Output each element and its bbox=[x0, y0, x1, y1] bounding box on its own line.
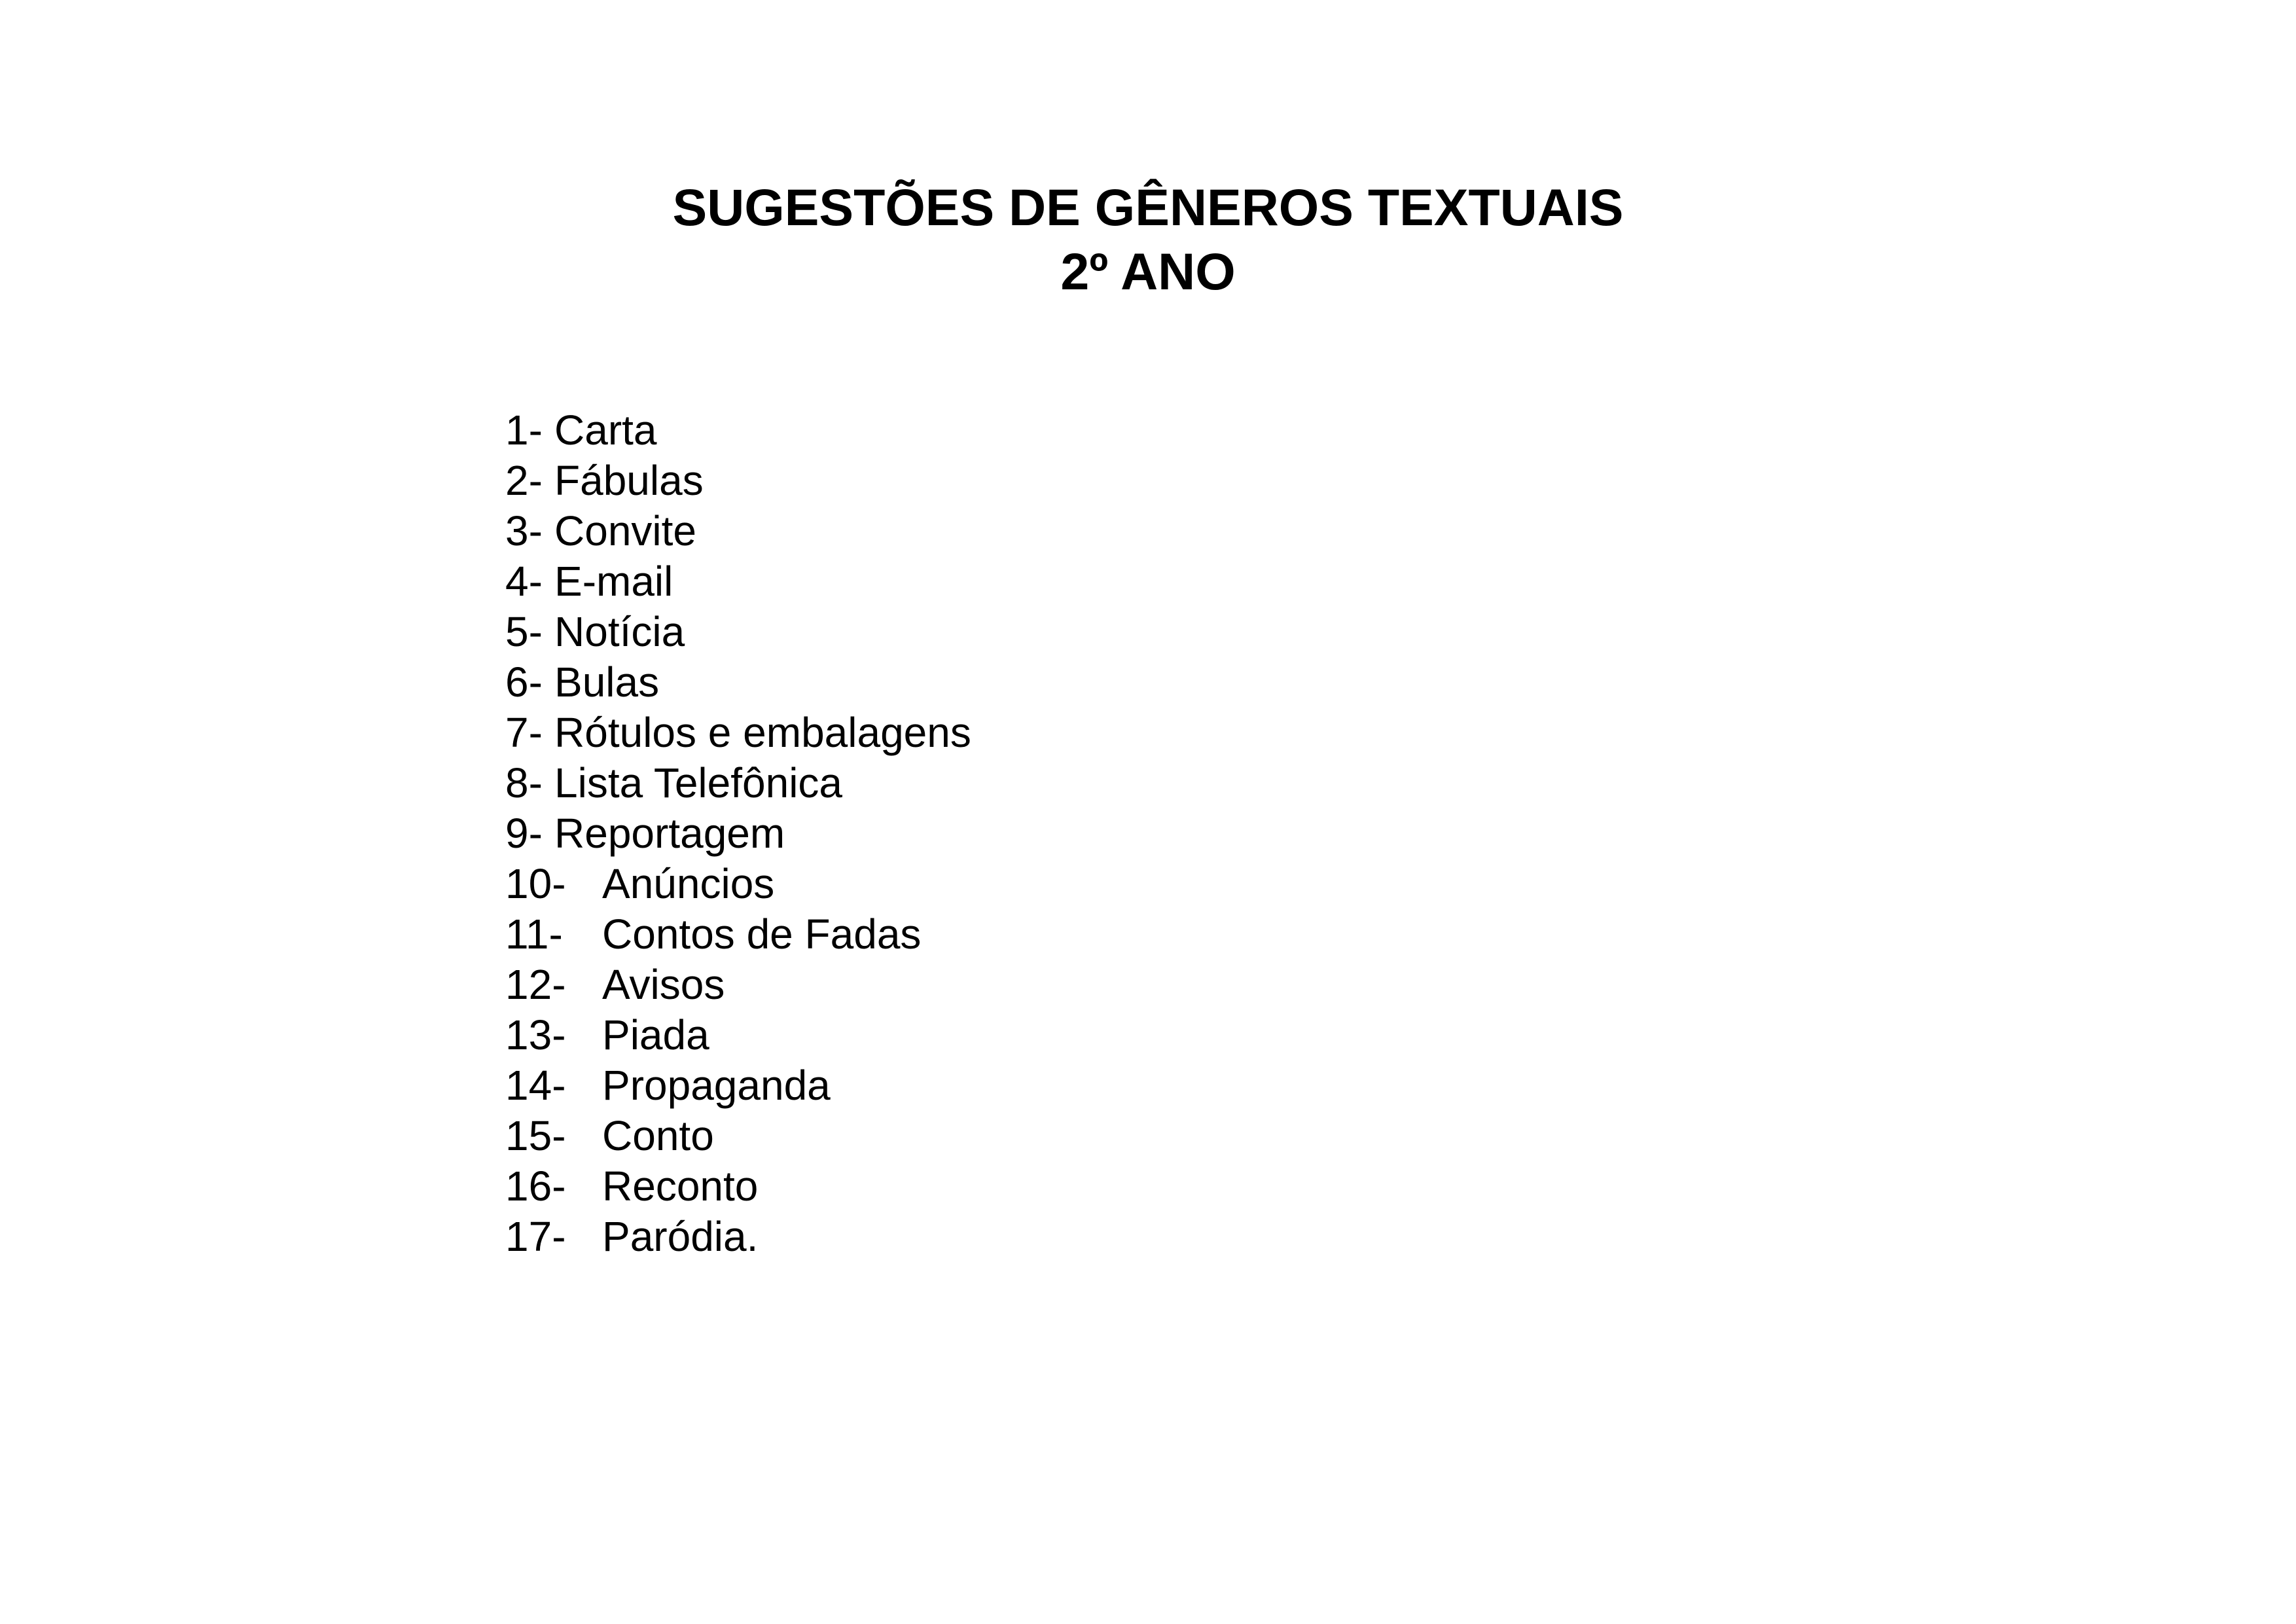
list-item-label: E-mail bbox=[554, 558, 673, 605]
list-item-label: Reconto bbox=[602, 1163, 759, 1210]
list-item bbox=[505, 859, 971, 909]
list-item-label: Propaganda bbox=[602, 1062, 831, 1109]
list-item-number: 8- bbox=[505, 759, 543, 806]
list-item-label: Convite bbox=[554, 507, 696, 554]
genre-list bbox=[505, 405, 971, 1262]
list-item bbox=[505, 456, 971, 506]
list-item-label: Piada bbox=[602, 1011, 709, 1058]
page-subtitle: 2º ANO bbox=[1060, 242, 1236, 300]
list-item bbox=[505, 1010, 971, 1060]
list-item bbox=[505, 808, 971, 859]
list-item-number: 9- bbox=[505, 810, 543, 857]
list-item-label: Rótulos e embalagens bbox=[554, 709, 971, 756]
list-item-number: 16- bbox=[505, 1163, 566, 1210]
list-item bbox=[505, 657, 971, 708]
list-item-number: 10- bbox=[505, 860, 566, 907]
list-item bbox=[505, 909, 971, 960]
list-item-label: Conto bbox=[602, 1112, 714, 1159]
list-item-label: Avisos bbox=[602, 961, 725, 1008]
list-item bbox=[505, 506, 971, 556]
list-item bbox=[505, 1161, 971, 1212]
list-item bbox=[505, 405, 971, 456]
list-item bbox=[505, 556, 971, 607]
list-item-label: Anúncios bbox=[602, 860, 775, 907]
list-item bbox=[505, 1212, 971, 1262]
list-item-number: 1- bbox=[505, 406, 543, 454]
list-item bbox=[505, 607, 971, 657]
list-item-number: 14- bbox=[505, 1062, 566, 1109]
list-item bbox=[505, 708, 971, 758]
list-item-label: Reportagem bbox=[554, 810, 785, 857]
list-item-label: Lista Telefônica bbox=[554, 759, 842, 806]
list-item-label: Carta bbox=[554, 406, 657, 454]
list-item-label: Fábulas bbox=[554, 457, 704, 504]
list-item-number: 7- bbox=[505, 709, 543, 756]
list-item-number: 17- bbox=[505, 1213, 566, 1260]
page-title: SUGESTÕES DE GÊNEROS TEXTUAIS bbox=[672, 178, 1624, 236]
list-item-number: 4- bbox=[505, 558, 543, 605]
list-item-number: 15- bbox=[505, 1112, 566, 1159]
list-item-number: 6- bbox=[505, 659, 543, 706]
list-item-label: Paródia. bbox=[602, 1213, 759, 1260]
list-item-number: 11- bbox=[505, 911, 563, 958]
list-item-number: 3- bbox=[505, 507, 543, 554]
list-item bbox=[505, 1060, 971, 1111]
list-item-label: Bulas bbox=[554, 659, 660, 706]
list-item bbox=[505, 1111, 971, 1161]
list-item bbox=[505, 758, 971, 808]
list-item-label: Notícia bbox=[554, 608, 685, 655]
list-item-number: 5- bbox=[505, 608, 543, 655]
list-item-number: 13- bbox=[505, 1011, 566, 1058]
list-item bbox=[505, 960, 971, 1010]
title-block bbox=[0, 175, 2296, 304]
list-item-label: Contos de Fadas bbox=[602, 911, 922, 958]
list-item-number: 12- bbox=[505, 961, 566, 1008]
list-item-number: 2- bbox=[505, 457, 543, 504]
